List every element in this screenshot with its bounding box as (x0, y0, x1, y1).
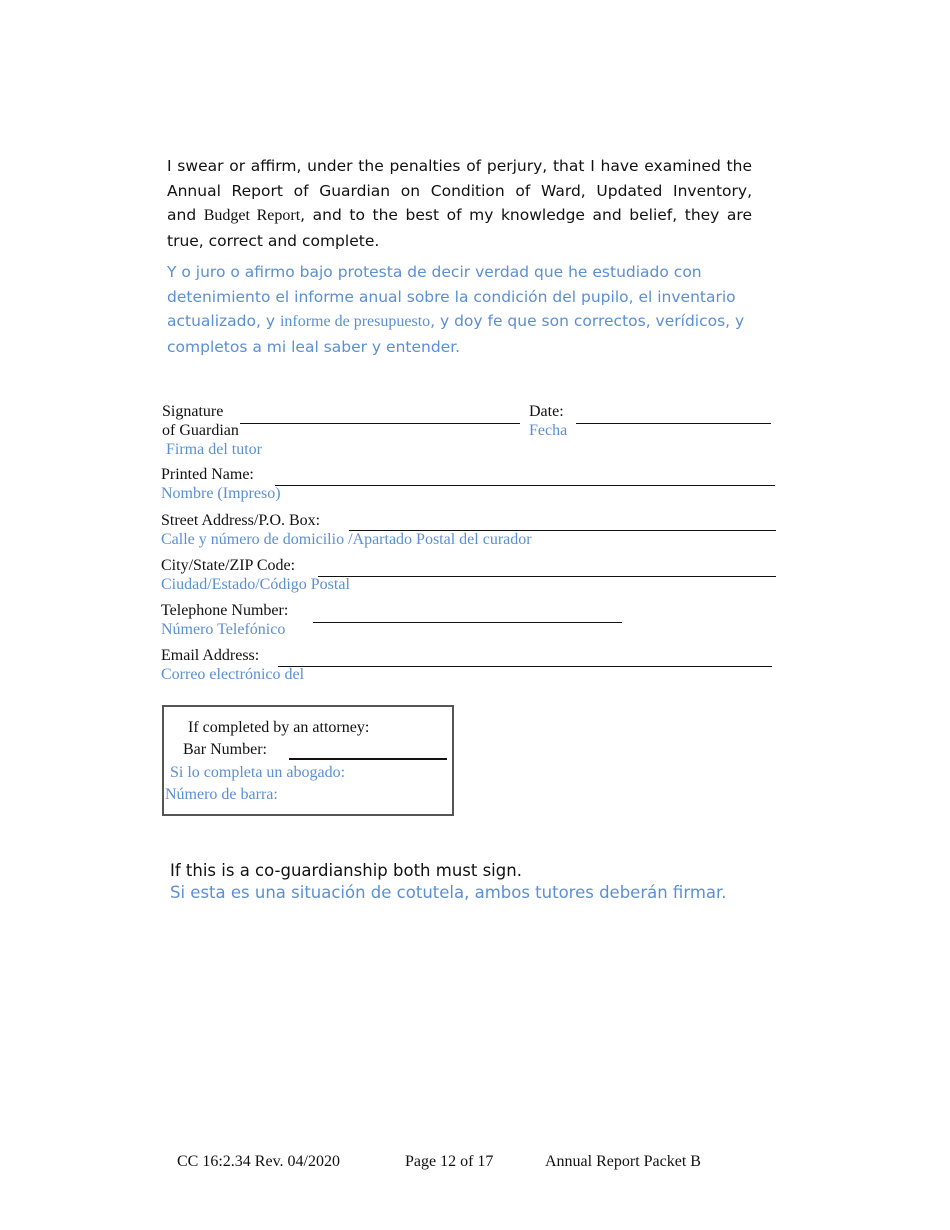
street-address-spanish-label: Calle y número de domicilio /Apartado Postal del curador (161, 531, 532, 548)
city-state-zip-field[interactable] (318, 576, 776, 577)
city-state-zip-label: City/State/ZIP Code: (161, 557, 296, 574)
oath-spanish-line-4: completos a mi leal saber y entender. (167, 337, 461, 356)
informe-presupuesto-term: informe de presupuesto (279, 313, 431, 331)
date-spanish-label: Fecha (529, 422, 568, 439)
bar-number-field[interactable] (289, 758, 447, 760)
signature-label-2: of Guardian (162, 422, 239, 439)
oath-spanish-line-2: detenimiento el informe anual sobre la condición del pupilo, el inventario (167, 287, 736, 306)
footer-page-number: Page 12 of 17 (405, 1153, 494, 1170)
bar-number-spanish-label: Número de barra: (165, 786, 278, 803)
oath-spanish (167, 260, 752, 359)
oath-english (167, 154, 752, 253)
co-guardian-note-spanish: Si esta es una situación de cotutela, ambos tutores deberán firmar. (170, 883, 727, 902)
signature-label-1: Signature (162, 403, 224, 420)
printed-name-label: Printed Name: (161, 466, 254, 483)
oath-spanish-line-3: actualizado, y informe de presupuesto, y doy fe que son correctos, verídicos, y (167, 312, 745, 331)
street-address-field[interactable] (349, 530, 776, 531)
telephone-label: Telephone Number: (161, 602, 289, 619)
footer-form-number: CC 16:2.34 Rev. 04/2020 (177, 1153, 340, 1170)
budget-report-term: Budget Report (203, 207, 301, 225)
oath-english-line-2: Annual Report of Guardian on Condition of Ward, Updated Inventory, (167, 181, 752, 200)
email-label: Email Address: (161, 647, 260, 664)
date-label: Date: (529, 403, 564, 420)
footer-packet-name: Annual Report Packet B (545, 1153, 701, 1170)
printed-name-field[interactable] (275, 485, 775, 486)
bar-number-label: Bar Number: (183, 741, 267, 758)
oath-english-line-1: I swear or affirm, under the penalties of perjury, that I have examined the (167, 157, 752, 175)
email-spanish-label: Correo electrónico del (161, 666, 305, 683)
city-state-zip-spanish-label: Ciudad/Estado/Código Postal (161, 576, 350, 593)
printed-name-spanish-label: Nombre (Impreso) (161, 485, 281, 502)
oath-english-line-4: true, correct and complete. (167, 231, 380, 250)
signature-spanish-label: Firma del tutor (166, 441, 262, 458)
oath-english-line-3: and Budget Report, and to the best of my knowledge and belief, they are (167, 206, 752, 225)
signature-field[interactable] (240, 423, 520, 424)
telephone-spanish-label: Número Telefónico (161, 621, 286, 638)
email-field[interactable] (278, 666, 772, 667)
oath-spanish-line-1: Y o juro o afirmo bajo protesta de decir verdad que he estudiado con (167, 263, 702, 281)
street-address-label: Street Address/P.O. Box: (161, 512, 321, 529)
co-guardian-note: If this is a co-guardianship both must sign. (170, 861, 522, 880)
attorney-spanish-heading: Si lo completa un abogado: (170, 764, 346, 781)
telephone-field[interactable] (313, 622, 622, 623)
date-field[interactable] (576, 423, 771, 424)
attorney-heading: If completed by an attorney: (188, 719, 370, 736)
